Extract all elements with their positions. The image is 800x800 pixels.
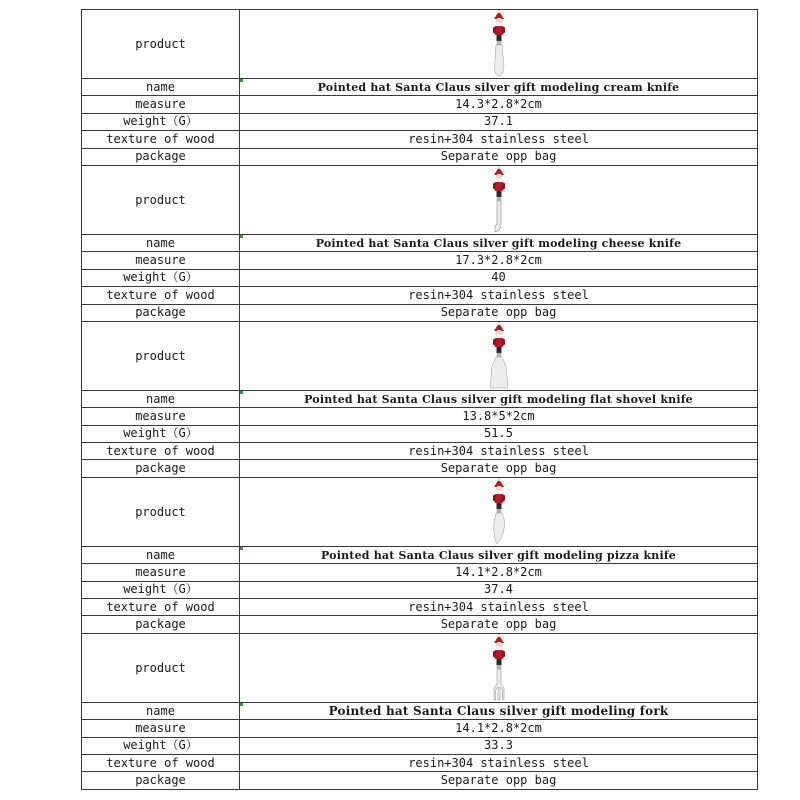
- cream-knife-icon: [490, 10, 508, 78]
- package-value: Separate opp bag: [240, 460, 758, 477]
- fork-icon: [490, 634, 508, 702]
- package-label: package: [82, 616, 240, 633]
- weight-value: 33.3: [240, 737, 758, 754]
- measure-value: 14.1*2.8*2cm: [240, 564, 758, 581]
- cell-marker-icon: [240, 79, 243, 82]
- package-row: [82, 304, 758, 321]
- product-image-cell: [240, 165, 758, 234]
- name-row: [82, 390, 758, 407]
- name-row: [82, 234, 758, 251]
- product-image-cell: [240, 633, 758, 702]
- product-row: [82, 10, 758, 79]
- product-row: [82, 165, 758, 234]
- weight-value: 37.1: [240, 113, 758, 130]
- texture-value: resin+304 stainless steel: [240, 754, 758, 771]
- name-row: [82, 546, 758, 563]
- weight-value: 37.4: [240, 581, 758, 598]
- package-value: Separate opp bag: [240, 772, 758, 789]
- measure-value: 14.1*2.8*2cm: [240, 720, 758, 737]
- package-label: package: [82, 772, 240, 789]
- package-label: package: [82, 460, 240, 477]
- package-row: [82, 460, 758, 477]
- cell-marker-icon: [240, 547, 243, 550]
- texture-value: resin+304 stainless steel: [240, 443, 758, 460]
- cheese-knife-icon: [490, 166, 508, 234]
- name-row: [82, 79, 758, 96]
- measure-label: measure: [82, 564, 240, 581]
- name-value: Pointed hat Santa Claus silver gift modeling cheese knife: [240, 234, 758, 251]
- cell-marker-icon: [240, 703, 243, 706]
- product-label: product: [82, 633, 240, 702]
- pizza-knife-icon: [490, 478, 508, 546]
- product-image-cell: [240, 321, 758, 390]
- measure-value: 17.3*2.8*2cm: [240, 252, 758, 269]
- texture-row: [82, 131, 758, 148]
- weight-value: 40: [240, 269, 758, 286]
- product-label: product: [82, 477, 240, 546]
- texture-row: [82, 287, 758, 304]
- weight-row: [82, 737, 758, 754]
- texture-value: resin+304 stainless steel: [240, 287, 758, 304]
- weight-label: weight（G）: [82, 581, 240, 598]
- flat-shovel-knife-icon: [490, 322, 508, 390]
- product-row: [82, 477, 758, 546]
- name-label: name: [82, 702, 240, 719]
- name-label: name: [82, 546, 240, 563]
- product-row: [82, 321, 758, 390]
- measure-row: [82, 720, 758, 737]
- texture-value: resin+304 stainless steel: [240, 599, 758, 616]
- product-image-cell: [240, 477, 758, 546]
- measure-row: [82, 564, 758, 581]
- weight-row: [82, 269, 758, 286]
- product-row: [82, 633, 758, 702]
- measure-label: measure: [82, 252, 240, 269]
- product-label: product: [82, 165, 240, 234]
- weight-row: [82, 113, 758, 130]
- measure-row: [82, 252, 758, 269]
- product-label: product: [82, 10, 240, 79]
- package-label: package: [82, 148, 240, 165]
- product-spec-table: [81, 9, 758, 790]
- texture-row: [82, 599, 758, 616]
- cell-marker-icon: [240, 391, 243, 394]
- weight-label: weight（G）: [82, 113, 240, 130]
- measure-label: measure: [82, 720, 240, 737]
- measure-value: 14.3*2.8*2cm: [240, 96, 758, 113]
- measure-row: [82, 96, 758, 113]
- name-row: [82, 702, 758, 719]
- texture-label: texture of wood: [82, 754, 240, 771]
- name-label: name: [82, 390, 240, 407]
- package-value: Separate opp bag: [240, 148, 758, 165]
- texture-label: texture of wood: [82, 599, 240, 616]
- measure-row: [82, 408, 758, 425]
- package-value: Separate opp bag: [240, 616, 758, 633]
- package-row: [82, 148, 758, 165]
- measure-label: measure: [82, 408, 240, 425]
- product-image-cell: [240, 10, 758, 79]
- weight-label: weight（G）: [82, 269, 240, 286]
- weight-label: weight（G）: [82, 737, 240, 754]
- texture-value: resin+304 stainless steel: [240, 131, 758, 148]
- name-value: Pointed hat Santa Claus silver gift modeling cream knife: [240, 79, 758, 96]
- package-label: package: [82, 304, 240, 321]
- weight-row: [82, 425, 758, 442]
- name-value: Pointed hat Santa Claus silver gift modeling fork: [240, 702, 758, 719]
- weight-value: 51.5: [240, 425, 758, 442]
- texture-label: texture of wood: [82, 131, 240, 148]
- cell-marker-icon: [240, 235, 243, 238]
- name-value: Pointed hat Santa Claus silver gift modeling flat shovel knife: [240, 390, 758, 407]
- name-value: Pointed hat Santa Claus silver gift modeling pizza knife: [240, 546, 758, 563]
- package-row: [82, 616, 758, 633]
- package-value: Separate opp bag: [240, 304, 758, 321]
- texture-row: [82, 443, 758, 460]
- name-label: name: [82, 79, 240, 96]
- measure-label: measure: [82, 96, 240, 113]
- texture-label: texture of wood: [82, 287, 240, 304]
- texture-row: [82, 754, 758, 771]
- name-label: name: [82, 234, 240, 251]
- weight-label: weight（G）: [82, 425, 240, 442]
- measure-value: 13.8*5*2cm: [240, 408, 758, 425]
- texture-label: texture of wood: [82, 443, 240, 460]
- weight-row: [82, 581, 758, 598]
- package-row: [82, 772, 758, 789]
- product-label: product: [82, 321, 240, 390]
